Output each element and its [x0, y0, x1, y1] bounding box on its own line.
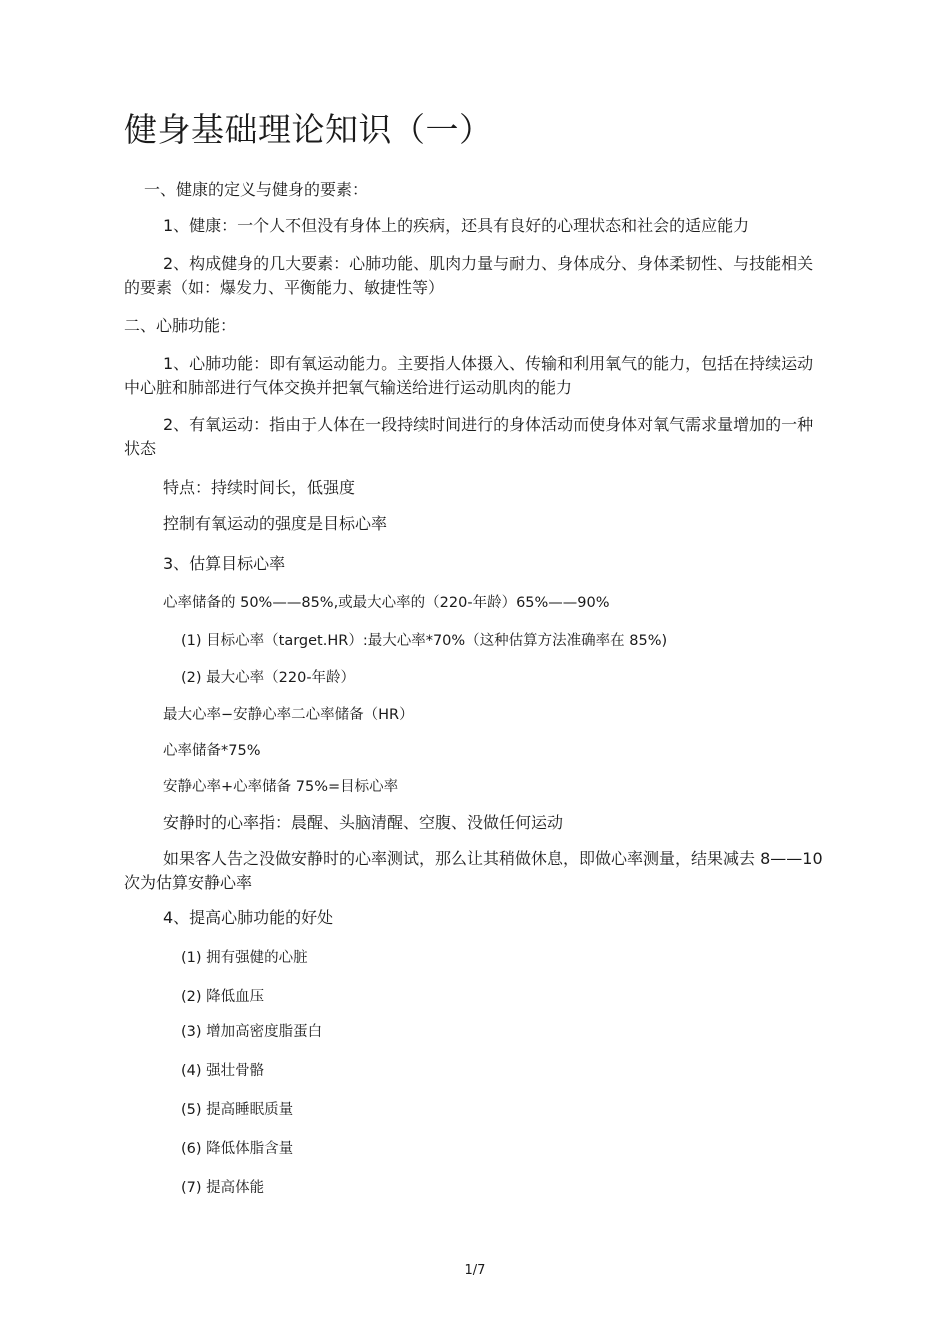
benefit-item: (4) 强壮骨骼: [181, 1063, 265, 1079]
calculation-1: 最大心率−安静心率二心率储备（HR）: [163, 707, 414, 723]
benefit-item: (3) 增加高密度脂蛋白: [181, 1024, 323, 1040]
section-2-item-3: 3、估算目标心率: [163, 554, 286, 573]
section-1-heading: 一、健康的定义与健身的要素：: [144, 180, 369, 199]
benefit-item: (6) 降低体脂含量: [181, 1141, 294, 1157]
heart-rate-reserve-range: 心率储备的 50%——85%,或最大心率的（220-年龄）65%——90%: [163, 595, 610, 611]
aerobic-feature: 特点：持续时间长，低强度: [163, 478, 356, 497]
section-2-item-2: 2、有氧运动：指由于人体在一段持续时间进行的身体活动而使身体对氧气需求量增加的一种状态: [124, 415, 814, 458]
benefit-item: (5) 提高睡眠质量: [181, 1102, 294, 1118]
section-1-item-1: 1、健康：一个人不但没有身体上的疾病，还具有良好的心理状态和社会的适应能力: [163, 216, 750, 235]
page-number: 1/7: [464, 1263, 486, 1278]
benefit-item: (2) 降低血压: [181, 989, 265, 1005]
benefit-item: (7) 提高体能: [181, 1180, 265, 1196]
resting-heart-rate-definition: 安静时的心率指：晨醒、头脑清醒、空腹、没做任何运动: [163, 813, 564, 832]
document-title: 健身基础理论知识（一）: [124, 110, 493, 149]
section-2-heading: 二、心肺功能：: [124, 316, 237, 335]
calculation-2: 心率储备*75%: [163, 743, 261, 759]
formula-2: (2) 最大心率（220-年龄）: [181, 670, 356, 686]
section-2-item-4: 4、提高心肺功能的好处: [163, 908, 334, 927]
section-1-item-2: 2、构成健身的几大要素：心肺功能、肌肉力量与耐力、身体成分、身体柔韧性、与技能相关的要素（如：爆发力、平衡能力、敏捷性等）: [124, 254, 814, 297]
resting-heart-rate-note: 如果客人告之没做安静时的心率测试，那么让其稍做休息，即做心率测量，结果减去 8——10 次为估算安静心率: [124, 849, 823, 892]
aerobic-control: 控制有氧运动的强度是目标心率: [163, 514, 388, 533]
calculation-3: 安静心率+心率储备 75%=目标心率: [163, 779, 399, 795]
formula-1: (1) 目标心率（target.HR）:最大心率*70%（这种估算方法准确率在 85%): [181, 633, 668, 649]
section-2-item-1: 1、心肺功能：即有氧运动能力。主要指人体摄入、传输和利用氧气的能力，包括在持续运动中心脏和肺部进行气体交换并把氧气输送给进行运动肌肉的能力: [124, 354, 814, 397]
benefit-item: (1) 拥有强健的心脏: [181, 950, 308, 966]
